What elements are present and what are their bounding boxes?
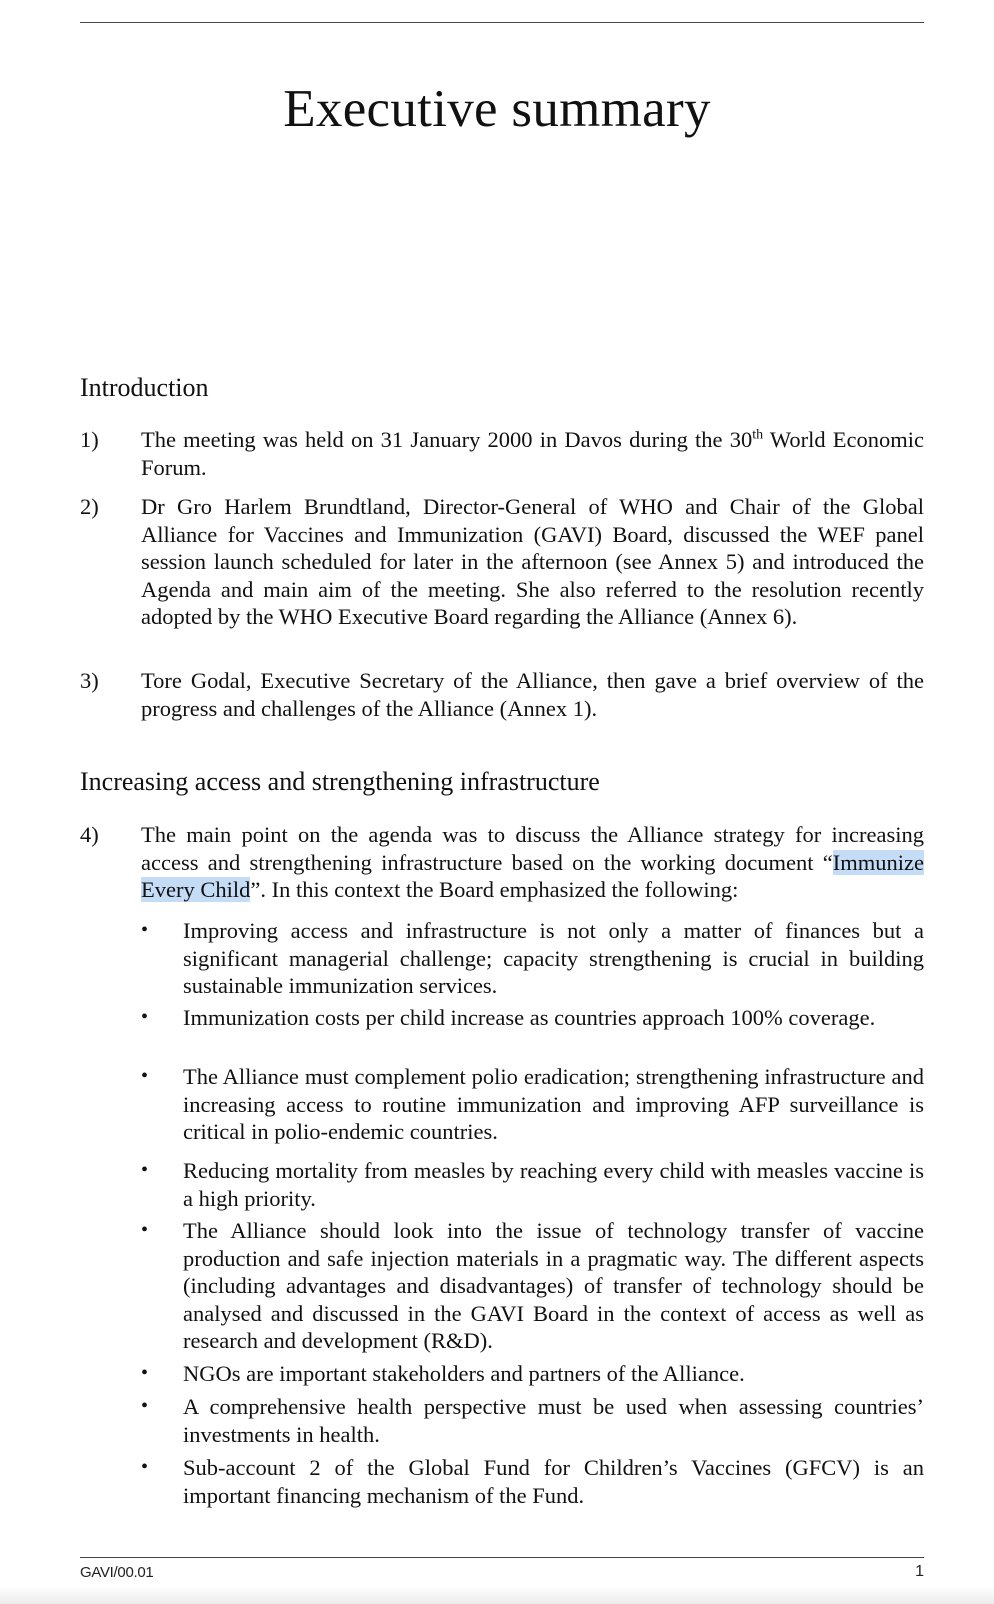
bullet-item [141,1157,924,1212]
bullet-text: Sub-account 2 of the Global Fund for Children’s Vaccines (GFCV) is an important financing mechanism of the Fund. [183,1455,924,1508]
bullet-item [141,1004,924,1032]
bullet-icon: • [141,1159,149,1181]
bullet-text: Reducing mortality from measles by reaching every child with measles vaccine is a high priority. [183,1158,924,1211]
footer-page-number: 1 [915,1563,924,1580]
bullet-text: Improving access and infrastructure is not only a matter of finances but a significant managerial challenge; capacity strengthening is crucial in building sustainable immunization services. [183,918,924,998]
page-title: Executive summary [283,80,711,138]
footer-rule [80,1557,924,1558]
paragraph-text: Dr Gro Harlem Brundtland, Director-General of WHO and Chair of the Global Alliance for Vaccines and Immunization (GAVI) Board, discussed the WEF panel session launch scheduled for later in the afternoon (see Annex 5) and introduced the Agenda and main aim of the meeting. She also referred to the resolution recently adopted by the WHO Executive Board regarding the Alliance (Annex 6). [141,494,924,629]
bullet-icon: • [141,1456,149,1478]
bullet-text: NGOs are important stakeholders and partners of the Alliance. [183,1361,745,1386]
bullet-text: The Alliance should look into the issue of technology transfer of vaccine production and safe injection materials in a pragmatic way. The different aspects (including advantages and disadvantages) of transfer of technology should be analysed and discussed in the GAVI Board in the context of access as well as research and development (R&D). [183,1218,924,1353]
paragraph-number: 1) [80,427,99,452]
paragraph-number: 2) [80,494,99,519]
bullet-item [141,1360,924,1388]
bullet-icon: • [141,1362,149,1384]
bullet-text: Immunization costs per child increase as countries approach 100% coverage. [183,1005,876,1030]
footer-doc-code: GAVI/00.01 [80,1564,154,1581]
paragraph-number: 4) [80,822,99,847]
bullet-item [141,1454,924,1509]
page-bottom-shadow [0,1586,994,1604]
bullet-icon: • [141,1065,149,1087]
section-heading-access: Increasing access and strengthening infrastructure [80,767,600,796]
bullet-icon: • [141,1395,149,1417]
numbered-paragraph-1 [80,426,924,481]
bullet-item [141,1217,924,1355]
paragraph-text: The main point on the agenda was to discuss the Alliance strategy for increasing access and strengthening infrastructure based on the working document “Immunize Every Child”. In this context the Board emphasized the following: [141,822,924,902]
numbered-paragraph-3 [80,667,924,722]
section-heading-introduction: Introduction [80,373,209,402]
bullet-text: A comprehensive health perspective must be used when assessing countries’ investments in health. [183,1394,924,1447]
bullet-item [141,1393,924,1448]
selected-text-highlight[interactable]: Immunize Every Child [141,849,924,902]
bullet-icon: • [141,1219,149,1241]
bullet-icon: • [141,919,149,941]
bullet-text: The Alliance must complement polio eradication; strengthening infrastructure and increasing access to routine immunization and improving AFP surveillance is critical in polio-endemic countries. [183,1064,924,1144]
top-rule [80,22,924,23]
paragraph-text: Tore Godal, Executive Secretary of the Alliance, then gave a brief overview of the progress and challenges of the Alliance (Annex 1). [141,668,924,721]
bullet-item [141,917,924,1000]
bullet-item [141,1063,924,1146]
superscript: th [752,427,764,443]
numbered-paragraph-4 [80,821,924,904]
paragraph-text: The meeting was held on 31 January 2000 in Davos during the 30th World Economic Forum. [141,427,924,480]
paragraph-number: 3) [80,668,99,693]
numbered-paragraph-2 [80,493,924,631]
bullet-icon: • [141,1006,149,1028]
